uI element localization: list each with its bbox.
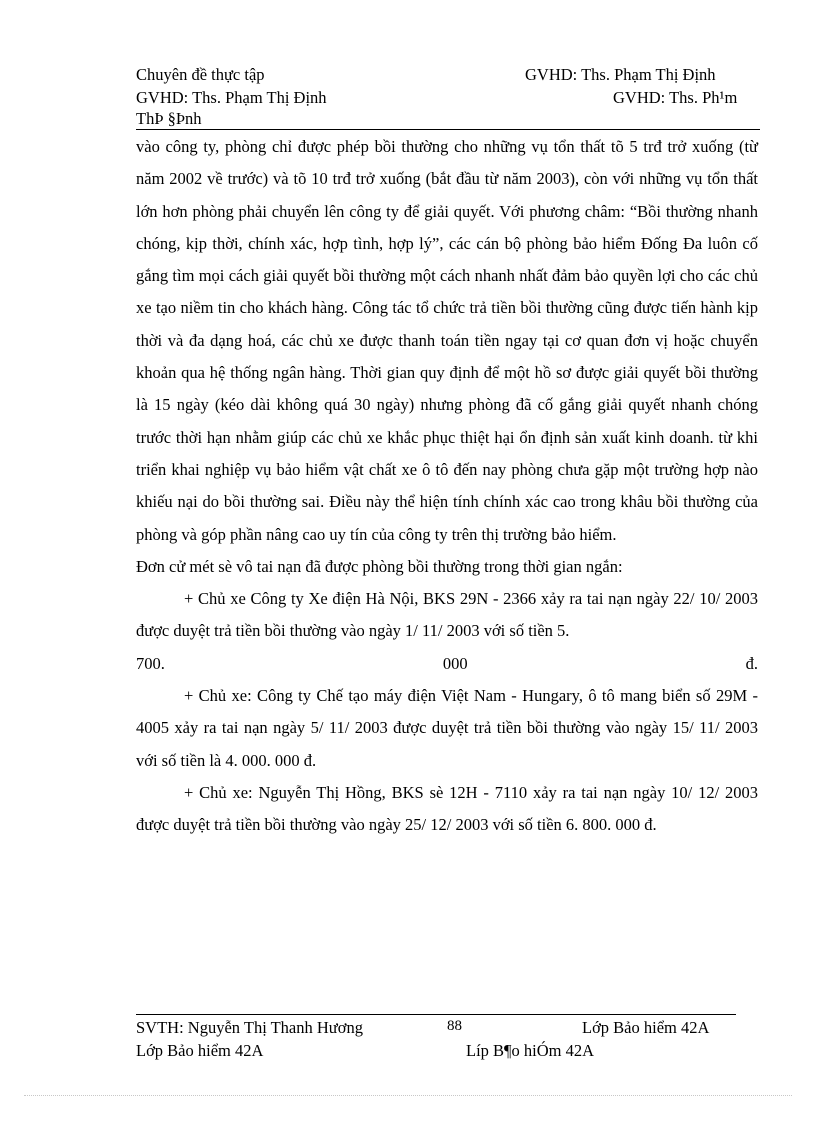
document-body bbox=[136, 131, 758, 842]
footer-rule bbox=[136, 1014, 736, 1015]
page-number: 88 bbox=[447, 1018, 462, 1034]
footer-class-garbled: Líp B¶o hiÓm 42A bbox=[466, 1041, 595, 1060]
header-supervisor-repeat: GVHD: Ths. Phạm Thị Định bbox=[136, 88, 327, 107]
paragraph-example-3: + Chủ xe: Nguyễn Thị Hồng, BKS sè 12H - 7110 xảy ra tai nạn ngày 10/ 12/ 2003 được duyệt trả tiền bồi thường vào ngày 25/ 12/ 2003 với số tiền 6. 800. 000 đ. bbox=[136, 782, 758, 835]
amount-part-1: 700. bbox=[136, 653, 165, 673]
footer-class: Lớp Bảo hiểm 42A bbox=[582, 1018, 710, 1037]
paragraph-example-1-amount bbox=[136, 648, 758, 680]
header-supervisor-garbled: GVHD: Ths. Ph¹m bbox=[613, 88, 738, 107]
paragraph-example-1: + Chủ xe Công ty Xe điện Hà Nội, BKS 29N - 2366 xảy ra tai nạn ngày 22/ 10/ 2003 được duyệt trả tiền bồi thường vào ngày 1/ 11/ 2003 với số tiền 5. bbox=[136, 589, 758, 641]
header-supervisor-garbled-cont: ThÞ §Þnh bbox=[136, 109, 202, 128]
footer-student: SVTH: Nguyễn Thị Thanh Hương bbox=[136, 1018, 363, 1037]
amount-part-2: 000 bbox=[442, 653, 468, 673]
paragraph-claims-process: vào công ty, phòng chỉ được phép bồi thường cho những vụ tổn thất tõ 5 trđ trở xuống (từ năm 2002 về trước) và tõ 10 trđ trở xuống (bắt đầu từ năm 2003), còn với những vụ tổn thất lớn hơn phòng phải chuyển lên công ty để giải quyết. Với phương châm: “Bồi thường nhanh chóng, kịp thời, chính xác, hợp tình, hợp lý”, các cán bộ phòng bảo hiểm Đống Đa luôn cố gắng tìm mọi cách giải quyết bồi thường một cách nhanh nhất đảm bảo quyền lợi cho các chủ xe tạo niềm tin cho khách hàng. Công tác tổ chức trả tiền bồi thường cũng được tiến hành kịp thời và đa dạng hoá, các chủ xe được thanh toán tiền ngay tại cơ quan đơn vị hoặc chuyển khoản qua hệ thống ngân hàng. Thời gian quy định để một hồ sơ được giải quyết bồi thường là 15 ngày (kéo dài không quá 30 ngày) nhưng phòng đã cố gắng giải quyết nhanh chóng trước thời hạn nhằm giúp các chủ xe khắc phục thiệt hại ổn định sản xuất kinh doanh. từ khi triển khai nghiệp vụ bảo hiểm vật chất xe ô tô đến nay phòng chưa gặp một trường hợp nào khiếu nại do bồi thường sai. Điều này thể hiện tính chính xác cao trong khâu bồi thường của phòng và góp phần nâng cao uy tín của công ty trên thị trường bảo hiểm. bbox=[136, 137, 758, 544]
paragraph-example-2: + Chủ xe: Công ty Chế tạo máy điện Việt Nam - Hungary, ô tô mang biển số 29M - 4005 xảy ra tai nạn ngày 5/ 11/ 2003 được duyệt trả tiền bồi thường vào ngày 15/ 11/ 2003 với số tiền là 4. 000. 000 đ. bbox=[136, 686, 758, 770]
amount-currency: đ. bbox=[745, 653, 758, 673]
footer-class-repeat: Lớp Bảo hiểm 42A bbox=[136, 1041, 264, 1060]
header-rule bbox=[136, 129, 760, 130]
paragraph-examples-intro: Đơn cử mét sè vô tai nạn đã được phòng bồi thường trong thời gian ngắn: bbox=[136, 556, 623, 576]
header-subject: Chuyên đề thực tập bbox=[136, 65, 265, 84]
header-supervisor: GVHD: Ths. Phạm Thị Định bbox=[525, 65, 716, 84]
page-edge-dotted-line bbox=[24, 1095, 792, 1096]
